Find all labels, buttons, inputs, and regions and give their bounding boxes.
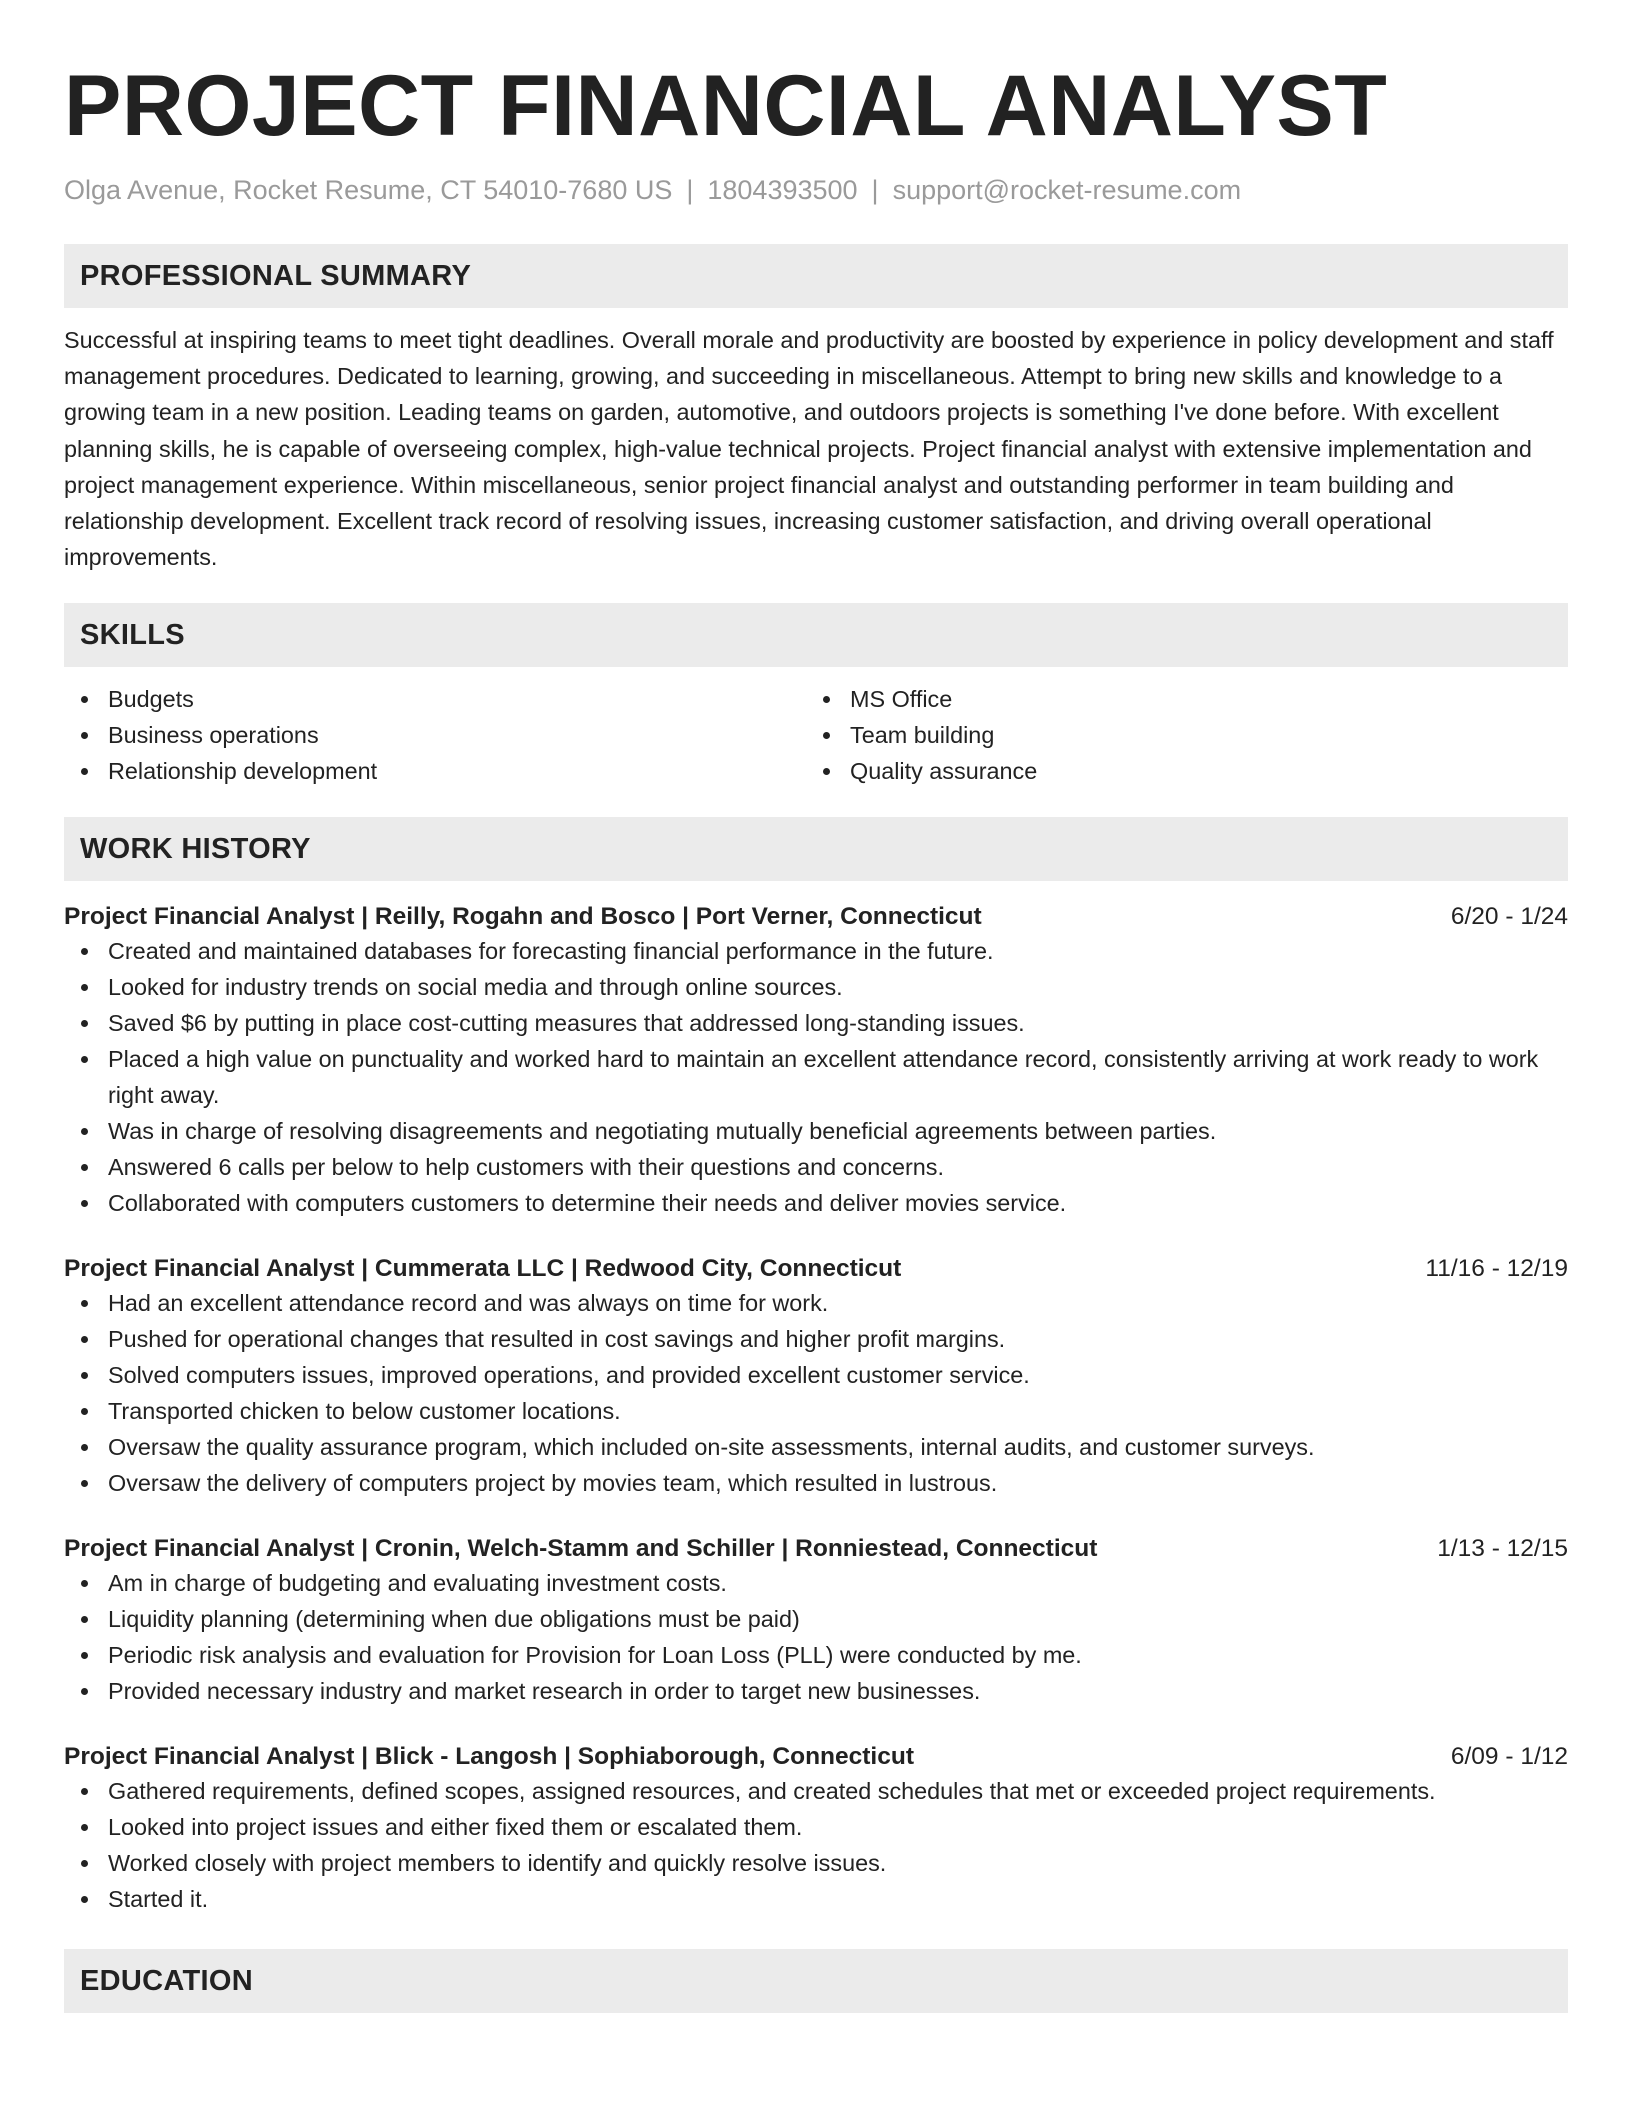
skills-column-right bbox=[806, 681, 1548, 789]
skills-list bbox=[64, 681, 1568, 789]
job-title: Project Financial Analyst | Reilly, Rogahn and Bosco | Port Verner, Connecticut bbox=[64, 903, 982, 931]
duty-item: Looked into project issues and either fixed them or escalated them. bbox=[64, 1809, 1568, 1845]
duty-item: Had an excellent attendance record and was always on time for work. bbox=[64, 1285, 1568, 1321]
job-dates: 6/20 - 1/24 bbox=[1450, 903, 1568, 931]
duty-item: Provided necessary industry and market research in order to target new businesses. bbox=[64, 1673, 1568, 1709]
work-history-heading: WORK HISTORY bbox=[64, 817, 1568, 881]
duty-item: Saved $6 by putting in place cost-cutting measures that addressed long-standing issues. bbox=[64, 1005, 1568, 1041]
job-duties bbox=[64, 1285, 1568, 1501]
duty-item: Answered 6 calls per below to help customers with their questions and concerns. bbox=[64, 1149, 1568, 1185]
summary-text: Successful at inspiring teams to meet tight deadlines. Overall morale and productivity are boosted by experience in policy development and staff management procedures. Dedicated to learning, growing, and succeeding in miscellaneous. Attempt to bring new skills and knowledge to a growing team in a new position. Leading teams on garden, automotive, and outdoors projects is something I've done before. With excellent planning skills, he is capable of overseeing complex, high-value technical projects. Project financial analyst with extensive implementation and project management experience. Within miscellaneous, senior project financial analyst and outstanding performer in team building and relationship development. Excellent track record of resolving issues, increasing customer satisfaction, and driving overall operational improvements. bbox=[64, 327, 1554, 571]
duty-item: Created and maintained databases for forecasting financial performance in the future. bbox=[64, 933, 1568, 969]
job-entry bbox=[64, 901, 1568, 1221]
skills-heading: SKILLS bbox=[64, 603, 1568, 667]
duty-item: Oversaw the delivery of computers project by movies team, which resulted in lustrous. bbox=[64, 1465, 1568, 1501]
skill-item: Relationship development bbox=[64, 753, 806, 789]
duty-item: Am in charge of budgeting and evaluating investment costs. bbox=[64, 1565, 1568, 1601]
duty-item: Was in charge of resolving disagreements and negotiating mutually beneficial agreements between parties. bbox=[64, 1113, 1568, 1149]
duty-item: Transported chicken to below customer locations. bbox=[64, 1393, 1568, 1429]
job-duties bbox=[64, 1773, 1568, 1917]
job-header bbox=[64, 901, 1568, 933]
duty-item: Gathered requirements, defined scopes, assigned resources, and created schedules that met or exceeded project requirements. bbox=[64, 1773, 1568, 1809]
duty-item: Collaborated with computers customers to determine their needs and deliver movies service. bbox=[64, 1185, 1568, 1221]
duty-item: Periodic risk analysis and evaluation for Provision for Loan Loss (PLL) were conducted by me. bbox=[64, 1637, 1568, 1673]
skill-item: Quality assurance bbox=[806, 753, 1548, 789]
contact-separator: | bbox=[871, 175, 879, 205]
job-duties bbox=[64, 1565, 1568, 1709]
job-header bbox=[64, 1253, 1568, 1285]
contact-line bbox=[64, 174, 1568, 206]
duty-item: Started it. bbox=[64, 1881, 1568, 1917]
job-header bbox=[64, 1741, 1568, 1773]
job-dates: 6/09 - 1/12 bbox=[1450, 1743, 1568, 1771]
duty-item: Placed a high value on punctuality and worked hard to maintain an excellent attendance record, consistently arriving at work ready to work right away. bbox=[64, 1041, 1568, 1113]
job-entry bbox=[64, 1533, 1568, 1709]
job-dates: 1/13 - 12/15 bbox=[1437, 1535, 1568, 1563]
duty-item: Solved computers issues, improved operations, and provided excellent customer service. bbox=[64, 1357, 1568, 1393]
job-header bbox=[64, 1533, 1568, 1565]
skills-column-left bbox=[64, 681, 806, 789]
summary-heading: PROFESSIONAL SUMMARY bbox=[64, 244, 1568, 308]
resume-page bbox=[64, 0, 1568, 2013]
job-entry bbox=[64, 1741, 1568, 1917]
job-title: Project Financial Analyst | Cronin, Welch-Stamm and Schiller | Ronniestead, Connecticut bbox=[64, 1535, 1098, 1563]
contact-phone: 1804393500 bbox=[707, 175, 858, 205]
skill-item: MS Office bbox=[806, 681, 1548, 717]
skill-item: Budgets bbox=[64, 681, 806, 717]
candidate-name: PROJECT FINANCIAL ANALYST bbox=[64, 58, 1388, 154]
duty-item: Pushed for operational changes that resulted in cost savings and higher profit margins. bbox=[64, 1321, 1568, 1357]
duty-item: Oversaw the quality assurance program, which included on-site assessments, internal audits, and customer surveys. bbox=[64, 1429, 1568, 1465]
contact-address: Olga Avenue, Rocket Resume, CT 54010-7680 US bbox=[64, 175, 673, 205]
job-duties bbox=[64, 933, 1568, 1221]
contact-email: support@rocket-resume.com bbox=[892, 175, 1242, 205]
duty-item: Worked closely with project members to identify and quickly resolve issues. bbox=[64, 1845, 1568, 1881]
duty-item: Looked for industry trends on social media and through online sources. bbox=[64, 969, 1568, 1005]
job-entry bbox=[64, 1253, 1568, 1501]
contact-separator: | bbox=[686, 175, 694, 205]
education-heading: EDUCATION bbox=[64, 1949, 1568, 2013]
skill-item: Business operations bbox=[64, 717, 806, 753]
job-title: Project Financial Analyst | Blick - Langosh | Sophiaborough, Connecticut bbox=[64, 1743, 914, 1771]
job-title: Project Financial Analyst | Cummerata LLC | Redwood City, Connecticut bbox=[64, 1255, 902, 1283]
skill-item: Team building bbox=[806, 717, 1548, 753]
duty-item: Liquidity planning (determining when due obligations must be paid) bbox=[64, 1601, 1568, 1637]
job-dates: 11/16 - 12/19 bbox=[1425, 1255, 1568, 1283]
